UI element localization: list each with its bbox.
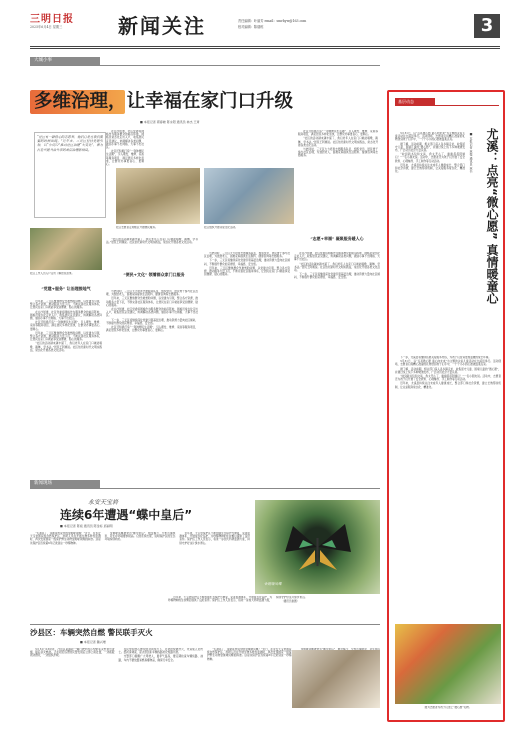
bottom-body: 5月31日13时许，沙县区某路段一辆行驶中的小型轿车突然冒出浓烟，随后起火燃烧。正在附近巡逻的民警发现后立即上前处置，一边疏散周边群众，一边组织扑救。 在民警和热心群众的共同努力下，火势很快被扑灭，未造成人员伤亡。经初步调查，起火原因系车辆线路老化短路所致。 交警部门提醒广大驾驶人，夏季气温高，要定期检查车辆线路、油路，车内不要放置易燃易爆物品，确保行车安全。 “太漂亮了，这就是传说中的金斑喙凤蝶！”近日，在永安天宝岩国家级自然保护区，科研人员在开展生物多样性监测时，再次发现国家一级保护野生动物金斑喙凤蝶的踪迹。这是该保护区连续第6年记录到这一珍稀物种。 [30,648,292,662]
masthead [30,8,500,48]
sidebar-tag: 基层动态 [395,98,435,105]
main-byline: ■ 本报记者 郭春晓 陈永阳 通讯员 林杰 王琦 [140,120,200,124]
subhead-1: “党建+服务” 让治理接地气 [41,286,91,291]
lower-body-columns: “太漂亮了，这就是传说中的金斑喙凤蝶！”近日，在永安天宝岩国家级自然保护区，科研人员在开展生物多样性监测时，再次发现国家一级保护野生动物金斑喙凤蝶的踪迹。这是该保护区连续第6年记录到这一珍稀物种。 金斑喙凤蝶被誉为“蝶中皇后”，数量稀少、分布范围狭窄，对生存环境要求极高。它的连续出现，说明保护区的生态环境持续向好。 近年来，天宝岩保护区不断加强生态保护与修复，完善监测体系，开展常态化巡护，为珍稀物种的生存繁衍提供了良好条件。保护区工作人员表示，将进一步加大科研监测力度，持续守护好这片绿水青山。 [30,532,250,545]
date-line: 2025年6月4日 星期三 [30,25,63,29]
main-body-col-1: 近年来，三元区聚焦群众急难愁盼问题，以党建为引领，整合各方资源，推动服务力量下沉，不断完善社区服务体系，让居民在家门口就能享受到便捷、贴心的服务。 在白沙街道，社区党委将网格作为服务群众的前沿阵地，网格员常态化走访入户，收集居民意见建议，协调解决各类问题，做到小事不出网格、大事不出社区。 社区还积极打造“一刻钟便民生活圈”，引入理发、维修、家政等服务项目，满足居民多样化需求，让群众办事更省心、更顺心。 近年来，三元区聚焦群众急难愁盼问题，以党建为引领，整合各方资源，推动服务力量下沉，不断完善社区服务体系，让居民在家门口就能享受到便捷、贴心的服务。 “社区的活动越来越丰富了，我们老年人在家门口就能唱歌、跳舞、学书法。”居民王阿姨说。社区依托新时代文明实践站，常态化开展各类文化活动。 [30,300,102,352]
photo-left-1 [30,228,102,270]
photo-left-1-caption: 社区工作人员入户走访了解居民需求。 [30,272,75,275]
main-body-col-4: 与此同时，三元区大力培育志愿服务队伍，组织党员、居民骨干参与社区治理，为独居老人、困难家庭提供生活照料、健康咨询等志愿服务。 近年来，三元区聚焦群众急难愁盼问题，以党建为引领，整合各方资源，推动服务力量下沉，不断完善社区服务体系，让居民在家门口就能享受到便捷、贴心的服务。 在白沙街道，社区党委将网格作为服务群众的前沿阵地，网格员常态化走访入户，收集居民意见建议，协调解决各类问题，做到小事不出网格、大事不出社区。 下一步，三元区将继续深化党建引领基层治理，推动资源力量向社区倾斜，不断提升群众的获得感、幸福感、安全感。 社区还积极打造“一刻钟便民生活圈”，引入理发、维修、家政等服务项目，满足居民多样化需求，让群众办事更省心、更顺心。 [106,290,198,333]
bottom-photo [292,650,380,708]
main-headline: 多维治理，让幸福在家门口升级 [30,88,375,116]
sidebar-title: 尤溪：点亮“微心愿” 真情暖童心 [485,128,499,304]
masthead-rule-thin [30,48,500,49]
sidebar-body-bottom: 下一步，尤溪县将继续拓展关爱服务内容，为孩子们营造更加温暖的成长环境。 5月31日，以“点亮微心愿 童心向未来”为主题的关爱儿童活动在尤溪县举行。活动现场，志愿者们将精心准备的礼物送到孩子们手中，一个个小小的心愿被温柔点亮。 据了解，活动前期，相关部门深入各乡镇走访，收集留守儿童、困境儿童的“微心愿”，并通过线上线下多种渠道发布，广泛动员社会力量认领。 “收到新书包和文具，我太开心了，谢谢叔叔阿姨们！”一名小朋友说。活动中，志愿者还为孩子们开展了安全教育、心理辅导、手工制作等互动活动。 近年来，尤溪县持续关注未成年人健康成长，整合部门和社会资源，建立长效帮扶机制，让关爱服务常态化、精准化。 [395,356,501,389]
photo-right-middle [204,168,294,224]
lower-section-rule [30,488,380,489]
main-intro: “社区有一群热心的志愿者，他们总是在我们需要的时候出现。”近年来，三元区坚持党建引领，以“小切口”推动社区治理“大变化”，着力打造共建共治共享的基层治理新格局。 [34,132,106,218]
editor-line-2: 校对编辑：陈瑞栋 [238,25,264,29]
sidebar-body-top: 5月31日，以“点亮微心愿 童心向未来”为主题的关爱儿童活动在尤溪县举行。活动现场，志愿者们将精心准备的礼物送到孩子们手中，一个个小小的心愿被温柔点亮。 据了解，活动前期，相关部门深入各乡镇走访，收集留守儿童、困境儿童的“微心愿”，并通过线上线下多种渠道发布，广泛动员社会力量认领。 “收到新书包和文具，我太开心了，谢谢叔叔阿姨们！”一名小朋友说。活动中，志愿者还为孩子们开展了安全教育、心理辅导、手工制作等互动活动。 近年来，尤溪县持续关注未成年人健康成长，整合部门和社会资源，建立长效帮扶机制，让关爱服务常态化、精准化。 [395,132,465,174]
lower-kicker: 永安天宝岩 [88,499,119,506]
top-tag-rule [30,65,380,66]
butterfly-caption: 金斑喙凤蝶 [264,582,282,586]
subhead-2: “便民+文化” 领着群众家门口服务 [123,272,185,277]
photo-middle-caption: 社区志愿者走进辖区开展便民服务。 [116,226,158,229]
bottom-divider [30,624,380,625]
section-title: 新闻关注 [118,14,206,38]
main-body-col-5: 社区还积极打造“一刻钟便民生活圈”，引入理发、维修、家政等服务项目，满足居民多样化需求，让群众办事更省心、更顺心。 “社区的活动越来越丰富了，我们老年人在家门口就能唱歌、跳舞、学书法。”居民王阿姨说。社区依托新时代文明实践站，常态化开展各类文化活动。 与此同时，三元区大力培育志愿服务队伍，组织党员、居民骨干参与社区治理，为独居老人、困难家庭提供生活照料、健康咨询等志愿服务。 [298,130,378,158]
sidebar-photo [395,624,501,704]
bottom-headline: 沙县区：车辆突然自燃 警民联手灭火 [30,628,153,637]
photo-middle [116,168,200,224]
main-body-col-6: 与此同时，三元区大力培育志愿服务队伍，组织党员、居民骨干参与社区治理，为独居老人、困难家庭提供生活照料、健康咨询等志愿服务。 下一步，三元区将继续深化党建引领基层治理，推动资源力量向社区倾斜，不断提升群众的获得感、幸福感、安全感。 近年来，三元区聚焦群众急难愁盼问题，以党建为引领，整合各方资源，推动服务力量下沉，不断完善社区服务体系，让居民在家门口就能享受到便捷、贴心的服务。 在白沙街道，社区党委将网格作为服务群众的前沿阵地，网格员常态化走访入户，收集居民意见建议，协调解决各类问题，做到小事不出网格、大事不出社区。 “社区的活动越来越丰富了，我们老年人在家门口就能唱歌、跳舞、学书法。”居民王阿姨说。社区依托新时代文明实践站，常态化开展各类文化活动。 下一步，三元区将继续深化党建引领基层治理，推动资源力量向社区倾斜，不断提升群众的获得感、幸福感、安全感。 [204,252,380,280]
lower-section-tag: 新闻现场 [30,480,100,488]
editor-line-1: 责任编辑：叶丽芳 email：smrbyw@163.com [238,19,307,23]
lower-byline: ■ 本报记者 陈斌 通讯员 陈金标 邱丽明 [60,524,113,528]
top-tag: 大城小事 [30,57,100,65]
sidebar-photo-caption: 图为志愿者为孩子们送上“微心愿”礼物。 [424,706,472,709]
bottom-byline: ■ 本报记者 魏兴增 [80,640,106,644]
butterfly-photo [255,500,380,594]
lower-body-right: 近年来，天宝岩保护区不断加强生态保护与修复，完善监测体系，开展常态化巡护，为珍稀物种的生存繁衍提供了良好条件。保护区工作人员表示，将进一步加大科研监测力度，持续守护好这片绿水青山。 （通讯员供图） [168,596,308,604]
main-body-col-2: 在白沙街道，社区党委将网格作为服务群众的前沿阵地，网格员常态化走访入户，收集居民意见建议，协调解决各类问题，做到小事不出网格、大事不出社区。 社区还积极打造“一刻钟便民生活圈”，引入理发、维修、家政等服务项目，满足居民多样化需求，让群众办事更省心、更顺心。 [106,130,144,167]
sidebar-box [387,90,505,722]
newspaper-logo: 三明日报 [30,14,74,25]
subhead-3: “志愿+幸福” 凝聚服务暖人心 [310,236,364,241]
photo-right-middle-caption: 社区组织开展邻里文化活动。 [204,226,238,229]
page-number: 3 [474,14,500,38]
sidebar-byline: ■ 本报记者 林微 通讯员 林书 [469,132,473,173]
sidebar-tag-rule [395,105,499,106]
masthead-rule [30,46,500,47]
main-body-col-3: “社区的活动越来越丰富了，我们老年人在家门口就能唱歌、跳舞、学书法。”居民王阿姨说。社区依托新时代文明实践站，常态化开展各类文化活动。 [106,238,198,245]
lower-headline: 连续6年遭遇“蝶中皇后” [60,508,193,522]
butterfly-icon [255,500,380,594]
